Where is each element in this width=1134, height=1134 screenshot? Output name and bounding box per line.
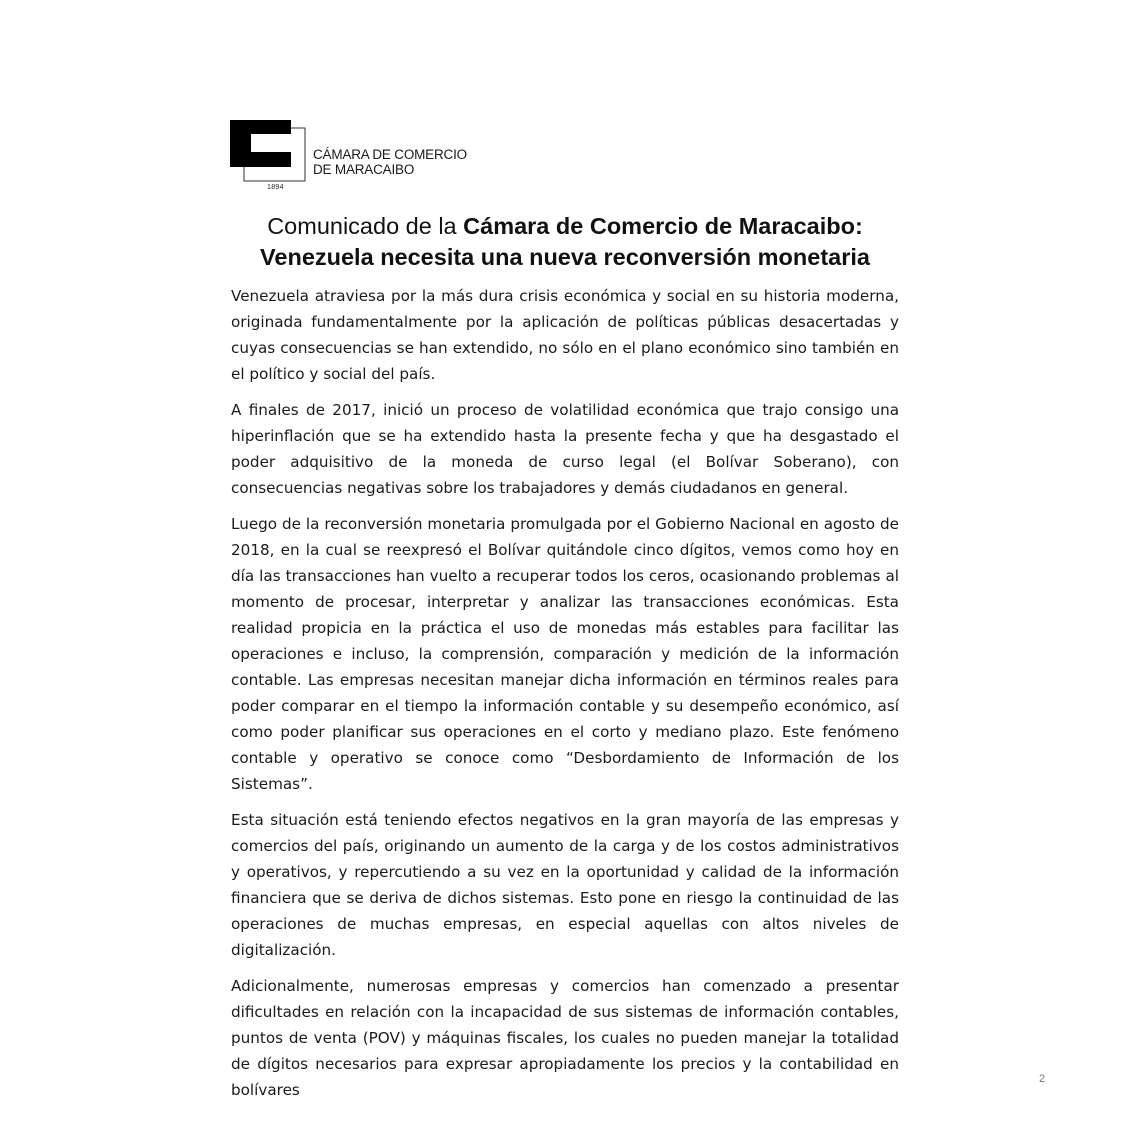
paragraph-1: Venezuela atraviesa por la más dura crisis económica y social en su historia moderna, originada fundamentalmente por la aplicación de políticas públicas desacertadas y cuyas consecuencias se han extendido, no sólo en el plano económico sino también en el político y social del país. [231, 287, 899, 383]
title-prefix: Comunicado de la [267, 213, 464, 239]
paragraph-2: A finales de 2017, inició un proceso de volatilidad económica que trajo consigo una hiperinflación que se ha extendido hasta la presente fecha y que ha desgastado el poder adquisitivo de la moneda de curso legal (el Bolívar Soberano), con consecuencias negativas sobre los trabajadores y demás ciudadanos en general. [231, 401, 899, 497]
title-line1 [200, 211, 930, 242]
logo-text-line2: DE MARACAIBO [313, 162, 415, 177]
title-bold-part: Cámara de Comercio de Maracaibo: [463, 213, 863, 239]
title-line2: Venezuela necesita una nueva reconversión monetaria [260, 244, 870, 270]
logo-year: 1894 [267, 184, 284, 191]
page-number: 2 [1039, 1073, 1046, 1085]
document-body [231, 283, 899, 1113]
logo-text-line1: CÁMARA DE COMERCIO [313, 147, 467, 162]
document-title [200, 211, 930, 273]
paragraph-4: Esta situación está teniendo efectos negativos en la gran mayoría de las empresas y comercios del país, originando un aumento de la carga y de los costos administrativos y operativos, y repercutiendo a su vez en la oportunidad y calidad de la información financiera que se deriva de dichos sistemas. Esto pone en riesgo la continuidad de las operaciones de muchas empresas, en especial aquellas con altos niveles de digitalización. [231, 811, 899, 959]
chamber-logo-mark [230, 120, 306, 182]
logo-text [313, 147, 467, 177]
chamber-logo [230, 120, 490, 196]
paragraph-3: Luego de la reconversión monetaria promulgada por el Gobierno Nacional en agosto de 2018, en la cual se reexpresó el Bolívar quitándole cinco dígitos, vemos como hoy en día las transacciones han vuelto a recuperar todos los ceros, ocasionando problemas al momento de procesar, interpretar y analizar las transacciones económicas. Esta realidad propicia en la práctica el uso de monedas más estables para facilitar las operaciones e incluso, la comprensión, comparación y medición de la información contable. Las empresas necesitan manejar dicha información en términos reales para poder comparar en el tiempo la información contable y su desempeño económico, así como poder planificar sus operaciones en el corto y mediano plazo. Este fenómeno contable y operativo se conoce como “Desbordamiento de Información de los Sistemas”. [231, 515, 899, 793]
paragraph-5: Adicionalmente, numerosas empresas y comercios han comenzado a presentar dificultades en relación con la incapacidad de sus sistemas de información contables, puntos de venta (POV) y máquinas fiscales, los cuales no pueden manejar la totalidad de dígitos necesarios para expresar apropiadamente los precios y la contabilidad en bolívares [231, 977, 899, 1099]
